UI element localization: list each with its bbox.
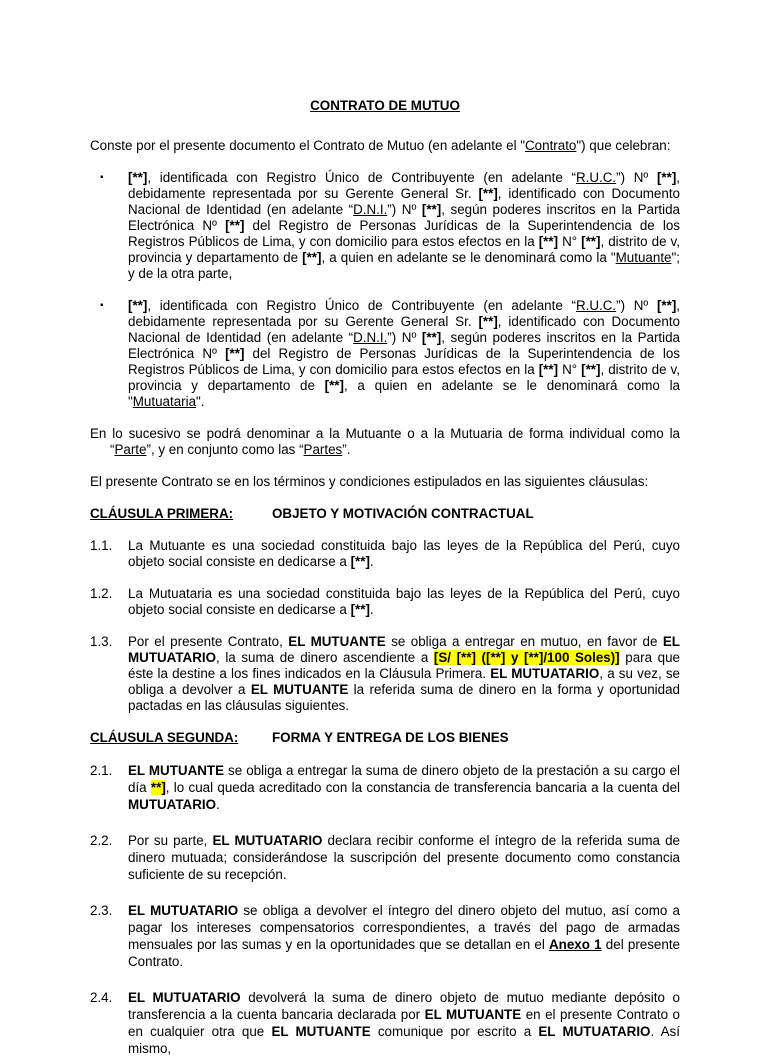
party-text: N° xyxy=(558,362,582,377)
item-number: 1.2. xyxy=(90,586,113,601)
placeholder: [**] xyxy=(324,378,344,393)
defined-term-partes: Partes xyxy=(303,442,343,457)
party-text: , identificada con Registro Único de Contribuyente (en adelante “ xyxy=(147,170,576,185)
defined-term-dni: D.N.I. xyxy=(353,202,388,217)
item-number: 1.1. xyxy=(90,538,113,553)
placeholder: [**] xyxy=(225,218,245,233)
item-text: se obliga a entregar la suma de dinero objeto de la prestación a su cargo el día xyxy=(128,763,681,795)
clause-item-1-1 xyxy=(90,538,680,570)
item-text: La Mutuante es una sociedad constituida bajo las leyes de la República del Perú, cuyo objeto social consiste en dedicarse a xyxy=(128,538,680,569)
party-text: , distrito de v, provincia y departamento de xyxy=(128,234,680,265)
clause-item-2-3 xyxy=(90,902,680,970)
highlighted-amount: [S/ [**] ([**] y [**]/100 Soles)] xyxy=(433,650,620,665)
defined-term-ruc: R.U.C. xyxy=(575,170,617,185)
clause-item-2-4 xyxy=(90,989,680,1057)
party-text: del Registro de Personas Jurídicas de la Superintendencia de los Registros Públicos de Lima, y con domicilio para estos efectos en la xyxy=(128,218,680,249)
party-text: N° xyxy=(558,234,582,249)
party-text: , identificada con Registro Único de Contribuyente (en adelante “ xyxy=(147,298,576,313)
party-item xyxy=(90,298,680,410)
party-name: EL MUTUANTE xyxy=(250,682,349,697)
intro-text-end: ") que celebran: xyxy=(576,138,671,153)
party-text: ”) Nº xyxy=(616,170,657,185)
item-text: . xyxy=(369,602,374,617)
placeholder: [**] xyxy=(538,234,559,249)
party-name: EL MUTUANTE xyxy=(424,1007,522,1022)
placeholder: [**] xyxy=(581,362,601,377)
placeholder: [**] xyxy=(478,186,498,201)
clause-item-2-2 xyxy=(90,832,680,883)
party-text: del Registro de Personas Jurídicas de la Superintendencia de los Registros Públicos de Lima, y con domicilio para estos efectos en la xyxy=(128,346,680,377)
item-text: para que éste la destine a los fines indicados en la Cláusula Primera. xyxy=(128,650,680,681)
item-number: 2.3. xyxy=(90,903,113,918)
placeholder: [**] xyxy=(350,602,370,617)
placeholder: [**] xyxy=(656,298,677,313)
item-text: la referida suma de dinero en la forma y oportunidad pactadas en las cláusulas siguientes. xyxy=(128,682,680,713)
party-text: ”) Nº xyxy=(387,330,422,345)
clause-item-2-1 xyxy=(90,762,680,813)
item-text: comunique por escrito a xyxy=(370,1024,539,1039)
intro-text: Conste por el presente documento el Contrato de Mutuo (en adelante el " xyxy=(90,138,526,153)
item-text: en el presente Contrato o en cualquier otra que xyxy=(128,1007,680,1039)
item-text: , lo cual queda acreditado con la constancia de transferencia bancaria a la cuenta del xyxy=(165,780,680,795)
item-text: Por el presente Contrato, xyxy=(128,634,289,649)
item-text: . Así mismo, xyxy=(128,1024,680,1056)
item-text: , la suma de dinero ascendiente a xyxy=(216,650,434,665)
defined-term-mutuataria: Mutuataria xyxy=(132,394,197,409)
highlighted-placeholder: **] xyxy=(150,780,166,795)
annex-reference: Anexo 1 xyxy=(549,937,602,952)
bullet-square-icon: ▪ xyxy=(100,172,104,183)
item-text: del presente Contrato. xyxy=(128,937,680,969)
party-name: EL MUTUANTE xyxy=(271,1024,371,1039)
party-text: , a quien en adelante se le denominará como la " xyxy=(321,250,616,265)
party-text: ". xyxy=(196,394,205,409)
party-text: , distrito de v, provincia y departamento de xyxy=(128,362,680,393)
party-name: EL MUTUATARIO xyxy=(538,1024,651,1039)
item-text: La Mutuataria es una sociedad constituida bajo las leyes de la República del Perú, cuyo objeto social consiste en dedicarse a xyxy=(128,586,680,617)
party-text: "; y de la otra parte, xyxy=(128,250,680,281)
clause-1-label: CLÁUSULA PRIMERA: xyxy=(90,506,234,521)
party-name: EL MUTUATARIO xyxy=(128,634,680,665)
placeholder: [**] xyxy=(478,314,498,329)
intro-paragraph xyxy=(90,138,680,154)
item-text: , a su vez, se obliga a devolver a xyxy=(128,666,680,697)
placeholder: [**] xyxy=(421,202,442,217)
item-number: 2.1. xyxy=(90,763,113,778)
item-text: se obliga a devolver el íntegro del dinero objeto del mutuo, así como a pagar los intereses compensatorios correspondientes, a través del pago de armadas mensuales por las sumas y en la oportunidades que se detallan en el xyxy=(128,903,680,952)
sucesivo-text: ”, y en conjunto como las “ xyxy=(146,442,304,457)
party-name: EL MUTUATARIO xyxy=(490,666,600,681)
item-text: Por su parte, xyxy=(128,833,213,848)
party-text: ”) Nº xyxy=(387,202,422,217)
clause-2-title: FORMA Y ENTREGA DE LOS BIENES xyxy=(272,730,509,745)
party-name: EL MUTUATARIO xyxy=(128,903,239,918)
defined-term-ruc: R.U.C. xyxy=(575,298,617,313)
bullet-square-icon: ▪ xyxy=(100,300,104,311)
party-name: MUTUATARIO xyxy=(128,797,217,812)
placeholder: [**] xyxy=(581,234,601,249)
item-text: . xyxy=(369,554,374,569)
document-title: CONTRATO DE MUTUO xyxy=(310,98,460,113)
defined-term-contrato: Contrato xyxy=(525,138,577,153)
sucesivo-paragraph xyxy=(90,426,680,458)
party-text: ”) Nº xyxy=(616,298,657,313)
clause-1-title: OBJETO Y MOTIVACIÓN CONTRACTUAL xyxy=(272,506,534,521)
clause-item-1-2 xyxy=(90,586,680,618)
party-text: , a quien en adelante se le denominará como la " xyxy=(128,378,680,409)
party-name: EL MUTUATARIO xyxy=(212,833,323,848)
clause-2-heading xyxy=(90,730,680,746)
placeholder: [**] xyxy=(225,346,245,361)
party-item xyxy=(90,170,680,282)
placeholder: [**] xyxy=(350,554,370,569)
placeholder: [**] xyxy=(538,362,559,377)
defined-term-mutuante: Mutuante xyxy=(615,250,672,265)
party-text: , según poderes inscritos en la Partida Electrónica Nº xyxy=(128,330,680,361)
item-text: . xyxy=(216,797,220,812)
clause-item-1-3 xyxy=(90,634,680,714)
terms-paragraph: El presente Contrato se en los términos y condiciones estipulados en las siguientes cláusulas: xyxy=(90,474,649,489)
sucesivo-text: En lo sucesivo se podrá denominar a la Mutuante o a la Mutuaria de forma individual como la “ xyxy=(90,426,680,457)
item-text: devolverá la suma de dinero objeto de mutuo mediante depósito o transferencia a la cuenta bancaria declarada por xyxy=(128,990,680,1022)
item-number: 2.2. xyxy=(90,833,113,848)
item-number: 1.3. xyxy=(90,634,113,649)
placeholder: [**] xyxy=(128,170,148,185)
sucesivo-text: ”. xyxy=(342,442,351,457)
clause-2-label: CLÁUSULA SEGUNDA: xyxy=(90,730,239,745)
item-text: declara recibir conforme el íntegro de la referida suma de dinero mutuada; considerándose la suscripción del presente documento como constancia suficiente de su recepción. xyxy=(128,833,680,882)
placeholder: [**] xyxy=(128,298,148,313)
item-text: se obliga a entregar en mutuo, en favor de xyxy=(385,634,663,649)
party-text: , identificado con Documento Nacional de Identidad (en adelante “ xyxy=(128,186,680,217)
clause-1-heading xyxy=(90,506,680,522)
placeholder: [**] xyxy=(302,250,322,265)
placeholder: [**] xyxy=(421,330,442,345)
party-text: , según poderes inscritos en la Partida Electrónica Nº xyxy=(128,202,680,233)
defined-term-parte: Parte xyxy=(114,442,147,457)
placeholder: [**] xyxy=(656,170,677,185)
party-text: , identificado con Documento Nacional de Identidad (en adelante “ xyxy=(128,314,680,345)
party-name: EL MUTUANTE xyxy=(128,763,225,778)
party-text: , debidamente representada por su Gerente General Sr. xyxy=(128,170,681,201)
party-text: , debidamente representada por su Gerente General Sr. xyxy=(128,298,681,329)
party-name: EL MUTUANTE xyxy=(288,634,386,649)
party-name: EL MUTUATARIO xyxy=(128,990,241,1005)
item-number: 2.4. xyxy=(90,990,113,1005)
defined-term-dni: D.N.I. xyxy=(353,330,388,345)
